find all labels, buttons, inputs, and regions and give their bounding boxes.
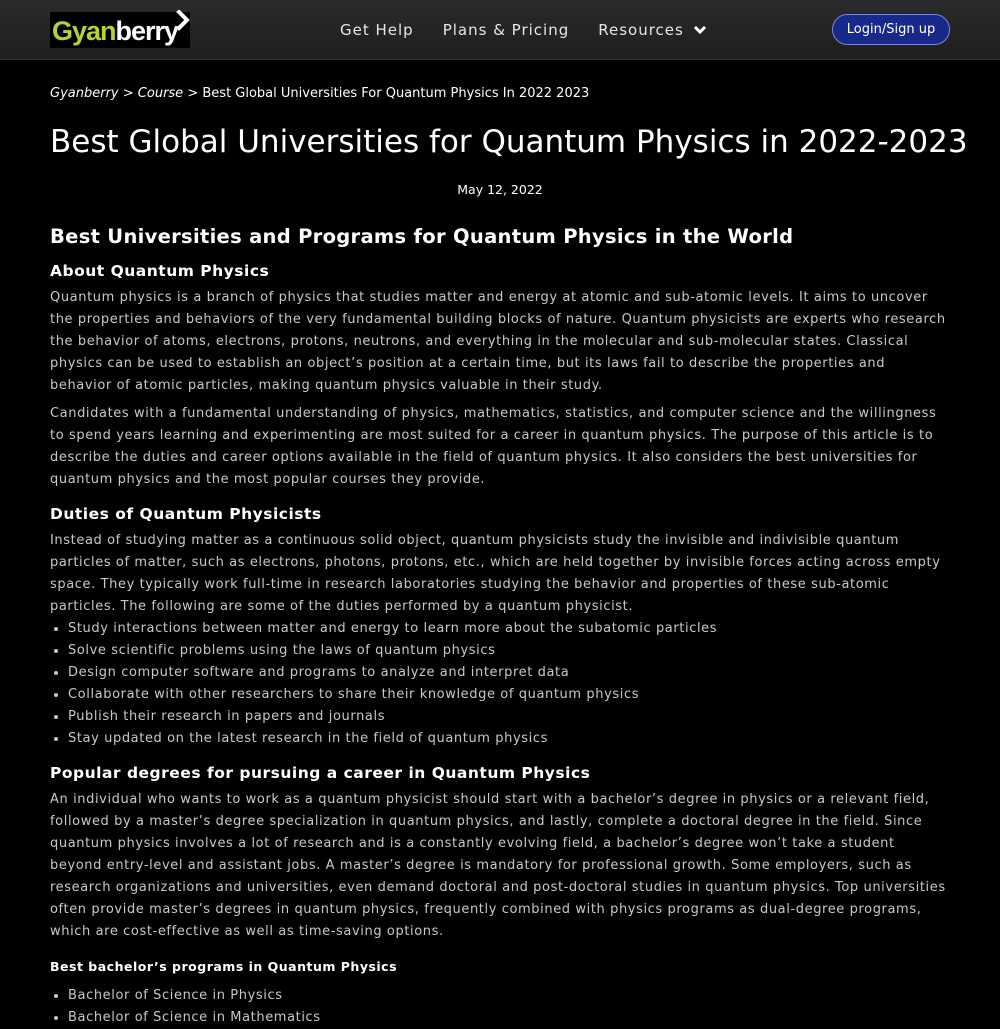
nav-resources-label: Resources <box>598 20 684 39</box>
section-heading-duties: Duties of Quantum Physicists <box>50 505 322 523</box>
section-heading-about: About Quantum Physics <box>50 262 270 280</box>
breadcrumb-separator: > <box>187 86 199 101</box>
list-item: • Bachelor of Science in Physics <box>68 985 950 1007</box>
main-nav <box>340 0 736 59</box>
breadcrumb-separator: > <box>122 86 134 101</box>
section-heading-main: Best Universities and Programs for Quantum Physics in the World <box>50 225 794 248</box>
breadcrumb-home[interactable]: Gyanberry <box>50 86 119 101</box>
logo-text-part2: berry <box>115 16 179 46</box>
gyanberry-logo[interactable] <box>50 12 190 48</box>
section-heading-degrees: Popular degrees for pursuing a career in Quantum Physics <box>50 764 591 782</box>
breadcrumb-current: Best Global Universities For Quantum Physics In 2022 2023 <box>202 86 590 101</box>
bachelor-programs-list <box>50 985 950 1029</box>
duties-list <box>50 618 950 750</box>
page-title: Best Global Universities for Quantum Physics in 2022-2023 <box>50 124 968 160</box>
list-item: • Bachelor of Science in Mathematics <box>68 1007 950 1029</box>
chevron-down-icon <box>693 25 707 35</box>
list-item: • Solve scientific problems using the laws of quantum physics <box>68 640 950 662</box>
logo-text-part1: Gyan <box>52 16 116 46</box>
breadcrumb-course[interactable]: Course <box>137 86 184 101</box>
list-item: • Study interactions between matter and energy to learn more about the subatomic particles <box>68 618 950 640</box>
subheading-bachelor-programs: Best bachelor’s programs in Quantum Physics <box>50 959 398 974</box>
top-navbar <box>0 0 1000 60</box>
nav-resources[interactable] <box>598 21 707 39</box>
article-content <box>50 83 968 1029</box>
duties-paragraph: Instead of studying matter as a continuous solid object, quantum physicists study the invisible and indivisible quantum particles of matter, such as electrons, photons, protons, etc., which are held together by invisible forces acting across empty space. They typically work full-time in research laboratories studying the behavior and properties of these sub-atomic particles. The following are some of the duties performed by a quantum physicist. <box>50 533 941 614</box>
list-item: • Design computer software and programs to analyze and interpret data <box>68 662 950 684</box>
publish-date: May 12, 2022 <box>457 182 543 197</box>
degrees-paragraph: An individual who wants to work as a quantum physicist should start with a bachelor’s degree in physics or a relevant field, followed by a master’s degree specialization in quantum physics, and lastly, complete a doctoral degree in the field. Since quantum physics involves a lot of research and is a constantly evolving field, a bachelor’s degree won’t take a student beyond entry-level and assistant jobs. A master’s degree is mandatory for professional growth. Some employers, such as research organizations and universities, even demand doctoral and post-doctoral studies in quantum physics. Top universities often provide master’s degrees in quantum physics, frequently combined with physics programs as dual-degree programs, which are cost-effective as well as time-saving options. <box>50 792 946 939</box>
list-item: • Publish their research in papers and journals <box>68 706 950 728</box>
nav-plans-pricing[interactable]: Plans & Pricing <box>442 20 570 39</box>
about-paragraph: Quantum physics is a branch of physics that studies matter and energy at atomic and sub-atomic levels. It aims to uncover the properties and behaviors of the very fundamental building blocks of nature. Quantum physicists are experts who research the behavior of atoms, electrons, protons, neutrons, and everything in the molecular and sub-molecular states. Classical physics can be used to establish an object’s position at a certain time, but its laws fail to describe the properties and behavior of atomic particles, making quantum physics valuable in their study. <box>50 290 946 393</box>
login-signup-button[interactable]: Login/Sign up <box>832 14 950 45</box>
list-item: • Stay updated on the latest research in the field of quantum physics <box>68 728 950 750</box>
list-item: • Collaborate with other researchers to share their knowledge of quantum physics <box>68 684 950 706</box>
nav-get-help[interactable]: Get Help <box>340 20 414 39</box>
breadcrumb <box>50 83 950 105</box>
logo-arrow-icon <box>176 10 192 32</box>
about-paragraph: Candidates with a fundamental understanding of physics, mathematics, statistics, and computer science and the willingness to spend years learning and experimenting are most suited for a career in quantum physics. The purpose of this article is to describe the duties and career options available in the field of quantum physics. It also considers the best universities for quantum physics and the most popular courses they provide. <box>50 406 937 487</box>
